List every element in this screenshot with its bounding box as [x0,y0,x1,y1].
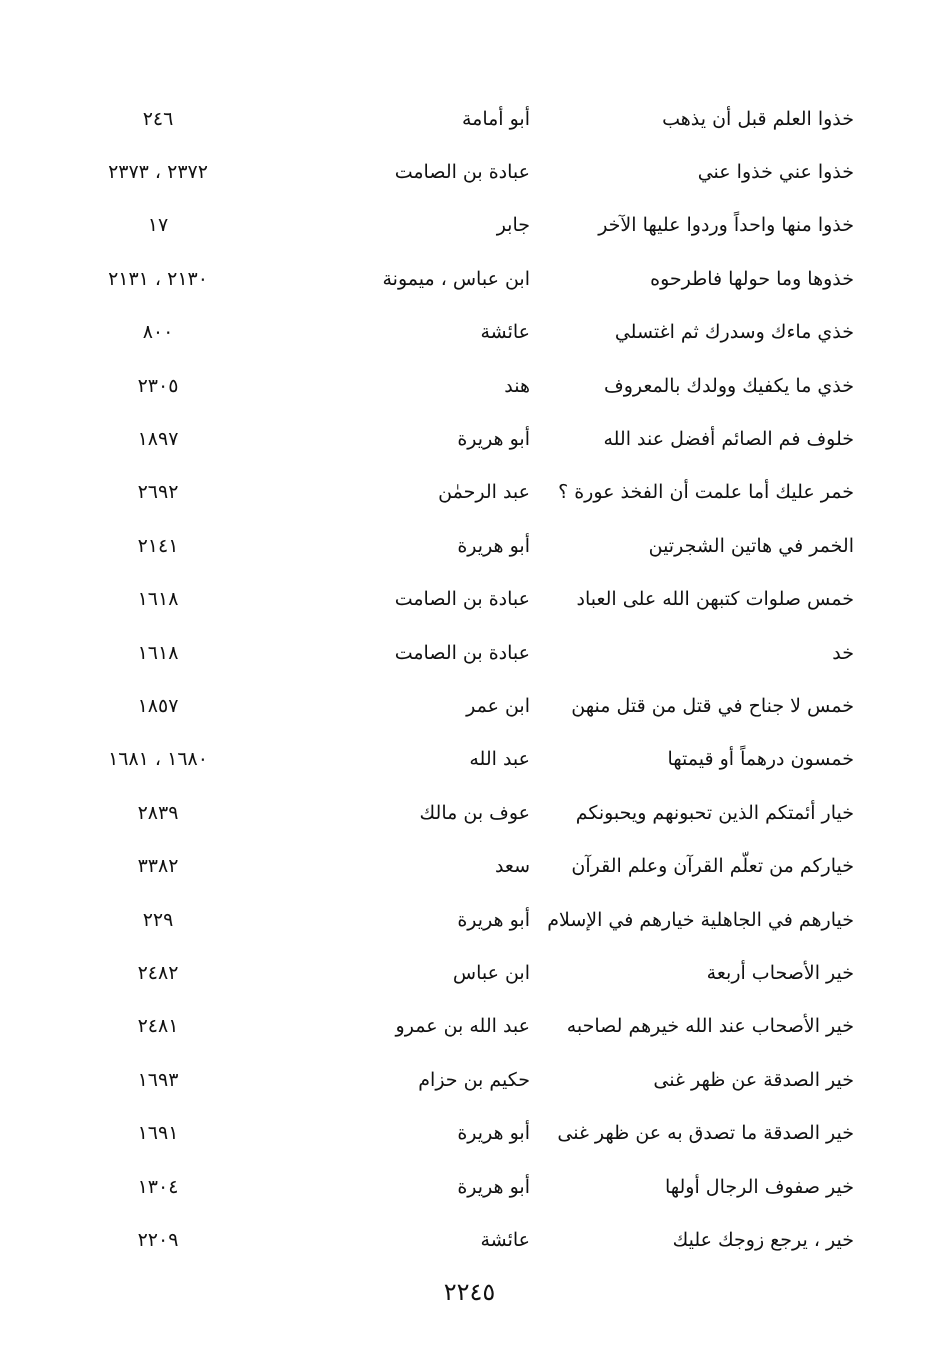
table-row [0,1160,939,1213]
narrator-name: أبو هريرة [457,1122,530,1145]
table-row [0,1106,939,1159]
reference-numbers: ١٦١٨ [137,588,179,611]
reference-numbers: ٢٢٠٩ [137,1228,179,1251]
reference-numbers: ٢٢٩ [142,908,174,931]
reference-numbers: ١٦٨٠ ، ١٦٨١ [108,748,208,771]
reference-numbers: ٢٤٦ [142,107,174,130]
reference-numbers: ١٣٠٤ [137,1175,179,1198]
table-row [0,733,939,786]
hadith-text: خير صفوف الرجال أولها [664,1175,854,1198]
narrator-name: عبد الرحمٰن [438,481,530,504]
table-row [0,1213,939,1266]
reference-numbers: ١٦٩٣ [137,1068,179,1091]
reference-numbers: ١٦١٨ [137,641,179,664]
hadith-text: خذي ماءك وسدرك ثم اغتسلي [614,321,854,344]
narrator-name: عائشة [480,1228,530,1251]
table-row [0,946,939,999]
hadith-text: خمر عليك أما علمت أن الفخذ عورة ؟ [558,481,854,504]
narrator-name: ابن عباس [452,961,530,984]
reference-numbers: ٨٠٠ [142,321,174,344]
table-row [0,1000,939,1053]
table-row [0,839,939,892]
table-row [0,466,939,519]
narrator-name: أبو أمامة [461,107,530,130]
narrator-name: عبادة بن الصامت [394,588,530,611]
hadith-text: الخمر في هاتين الشجرتين [648,534,854,557]
hadith-text: خير الصدقة عن ظهر غنى [653,1068,854,1091]
reference-numbers: ٢١٣٠ ، ٢١٣١ [108,267,208,290]
hadith-text: خير الأصحاب أربعة [706,961,854,984]
narrator-name: عبد الله بن عمرو [395,1015,530,1038]
reference-numbers: ٢٣٧٢ ، ٢٣٧٣ [108,161,208,184]
hadith-text: خذوا منها واحداً وردوا عليها الآخر [598,214,854,237]
reference-numbers: ١٧ [147,214,169,237]
table-row [0,1053,939,1106]
hadith-text: خذي ما يكفيك وولدك بالمعروف [604,374,854,397]
narrator-name: سعد [494,855,530,878]
table-row [0,519,939,572]
hadith-text: خلوف فم الصائم أفضل عند الله [603,428,854,451]
narrator-name: هند [504,374,530,397]
hadith-text: خير ، يرجع زوجك عليك [672,1228,854,1251]
table-row [0,412,939,465]
hadith-text: خيارهم في الجاهلية خيارهم في الإسلام [547,908,854,931]
narrator-name: عبد الله [469,748,530,771]
narrator-name: ابن عباس ، ميمونة [382,267,530,290]
reference-numbers: ٢١٤١ [137,534,179,557]
table-row [0,626,939,679]
reference-numbers: ٣٣٨٢ [137,855,179,878]
narrator-name: عوف بن مالك [419,801,530,824]
table-row [0,252,939,305]
table-row [0,145,939,198]
narrator-name: عبادة بن الصامت [394,641,530,664]
hadith-text: خمسون درهماً أو قيمتها [667,748,854,771]
table-row [0,573,939,626]
reference-numbers: ٢٦٩٢ [137,481,179,504]
reference-numbers: ١٨٩٧ [137,428,179,451]
table-row [0,679,939,732]
table-row [0,199,939,252]
hadith-text: خذوا عني خذوا عني [697,161,854,184]
reference-numbers: ٢٤٨١ [137,1015,179,1038]
table-row [0,893,939,946]
narrator-name: عائشة [480,321,530,344]
narrator-name: ابن عمر [466,694,530,717]
reference-numbers: ٢٣٠٥ [137,374,179,397]
table-row [0,786,939,839]
hadith-text: خمس صلوات كتبهن الله على العباد [576,588,854,611]
narrator-name: عبادة بن الصامت [394,161,530,184]
table-row [0,306,939,359]
reference-numbers: ٢٨٣٩ [137,801,179,824]
narrator-name: أبو هريرة [457,908,530,931]
hadith-text: خيار أئمتكم الذين تحبونهم ويحبونكم [575,801,854,824]
reference-numbers: ١٦٩١ [137,1122,179,1145]
narrator-name: أبو هريرة [457,428,530,451]
narrator-name: حكيم بن حزام [418,1068,530,1091]
page-number: ٢٢٤٥ [443,1278,496,1306]
hadith-text: خذوها وما حولها فاطرحوه [650,267,854,290]
hadith-text: خياركم من تعلّم القرآن وعلم القرآن [571,855,854,878]
reference-numbers: ١٨٥٧ [137,694,179,717]
hadith-text: خير الصدقة ما تصدق به عن ظهر غنى [557,1122,854,1145]
hadith-text: خد [832,641,854,664]
table-row [0,92,939,145]
narrator-name: أبو هريرة [457,1175,530,1198]
hadith-text: خذوا العلم قبل أن يذهب [662,107,854,130]
narrator-name: جابر [496,214,530,237]
narrator-name: أبو هريرة [457,534,530,557]
hadith-text: خير الأصحاب عند الله خيرهم لصاحبه [566,1015,854,1038]
table-row [0,359,939,412]
hadith-text: خمس لا جناح في قتل من قتل منهن [571,694,854,717]
reference-numbers: ٢٤٨٢ [137,961,179,984]
hadith-index-table [0,92,939,1267]
